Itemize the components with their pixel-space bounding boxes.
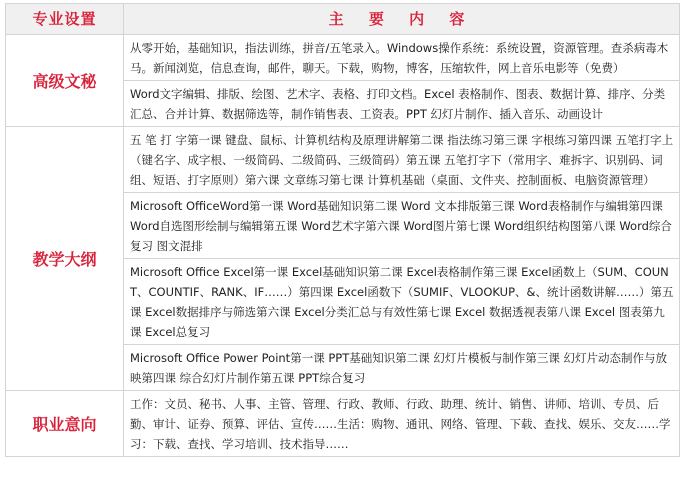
syllabus-word: Microsoft OfficeWord第一课 Word基础知识第二课 Word 文本排版第三课 Word表格制作与编辑第四课 Word自选图形绘制与编辑第五课 Word艺术字第六课 Word图片第七课 Word组织结构图第八课 Word综合复习 图文混排 <box>124 193 680 259</box>
syllabus-typing: 五 笔 打 字第一课 键盘、鼠标、计算机结构及原理讲解第二课 指法练习第三课 字根练习第四课 五笔打字上（键名字、成字根、一级简码、二级简码、三级简码）第五课 五笔打字下（常用字、难拆字、识别码、词组、短语、打字原则）第六课 文章练习第七课 计算机基础（桌面、文件夹、控制面板、电脑资源管理） <box>124 127 680 193</box>
table-row <box>6 391 680 457</box>
header-major: 专业设置 <box>6 4 124 35</box>
secretary-block-2: Word文字编辑、排版、绘图、艺术字、表格、打印文档。Excel 表格制作、图表、数据计算、排序、分类汇总、合并计算、数据筛选等，制作销售表、工资表。PPT 幻灯片制作、插入音乐、动画设计 <box>124 81 680 127</box>
section-title-career: 职业意向 <box>6 391 124 457</box>
header-main-content: 主 要 内 容 <box>124 4 680 35</box>
syllabus-excel: Microsoft Office Excel第一课 Excel基础知识第二课 Excel表格制作第三课 Excel函数上（SUM、COUNT、COUNTIF、RANK、IF……）第四课 Excel函数下（SUMIF、VLOOKUP、&、统计函数讲解……）第五课 Excel数据排序与筛选第六课 Excel分类汇总与有效性第七课 Excel 数据透视表第八课 Excel 图表第九课 Excel总复习 <box>124 259 680 345</box>
table-header-row <box>6 4 680 35</box>
course-table <box>5 3 680 457</box>
section-title-syllabus: 教学大纲 <box>6 127 124 391</box>
career-block: 工作：文员、秘书、人事、主管、管理、行政、教师、行政、助理、统计、销售、讲师、培训、专员、后勤、审计、证券、预算、评估、宣传……生活：购物、通讯、网络、管理、下载、查找、娱乐、交友……学习：下载、查找、学习培训、技术指导…… <box>124 391 680 457</box>
secretary-block-1: 从零开始，基础知识，指法训练，拼音/五笔录入。Windows操作系统：系统设置，资源管理。查杀病毒木马。新闻浏览，信息查询，邮件，聊天。下载，购物，博客，压缩软件，网上音乐电影等（免费） <box>124 35 680 81</box>
table-row <box>6 127 680 193</box>
table-row <box>6 35 680 81</box>
syllabus-ppt: Microsoft Office Power Point第一课 PPT基础知识第二课 幻灯片模板与制作第三课 幻灯片动态制作与放映第四课 综合幻灯片制作第五课 PPT综合复习 <box>124 345 680 391</box>
section-title-secretary: 高级文秘 <box>6 35 124 127</box>
